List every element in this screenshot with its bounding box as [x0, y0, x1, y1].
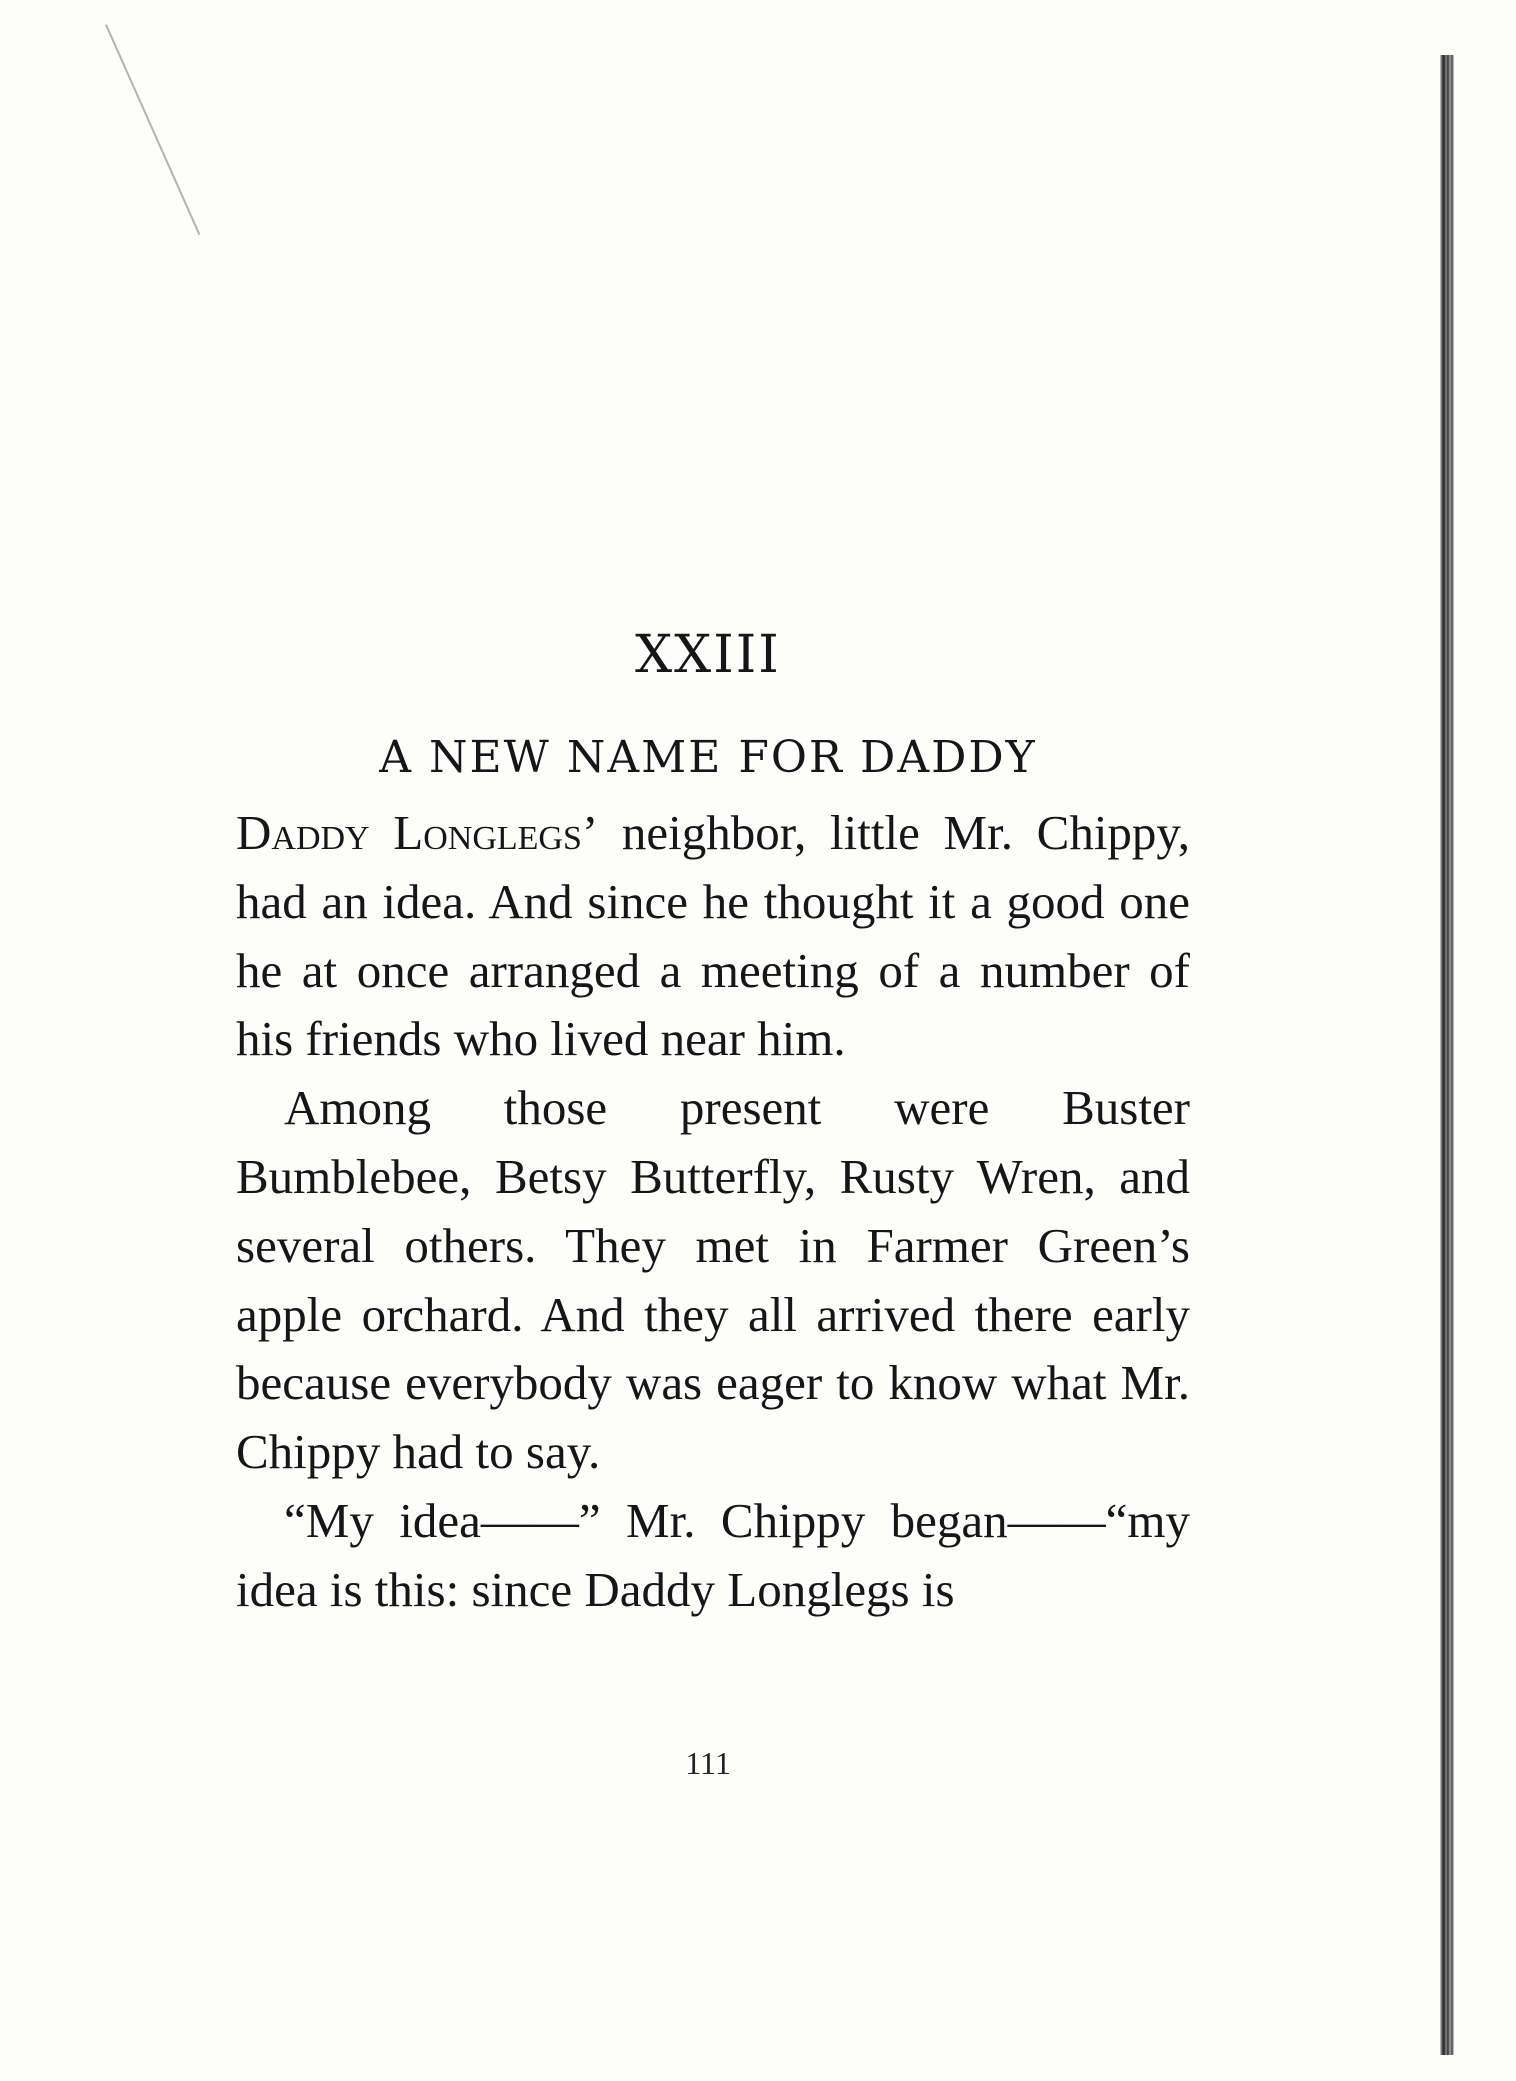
- page-number: 111: [685, 1745, 731, 1781]
- paragraph-2: Among those present were Buster Bumblebee, Betsy Butterfly, Rusty Wren, and several others. They met in Farmer Green’s apple orchard. And they all arrived there early because everybody was eager to know what Mr. Chippy had to say.: [236, 1080, 1190, 1480]
- paragraph-1: [236, 799, 1190, 1074]
- chapter-number: XXIII: [635, 624, 781, 685]
- paper-crease: [105, 24, 200, 235]
- paragraph-3: “My idea——” Mr. Chippy began——“my idea is this: since Daddy Longlegs is: [236, 1492, 1190, 1617]
- body-text: [236, 799, 1190, 1625]
- paragraph-lead-words: Daddy Longlegs’: [236, 805, 599, 860]
- book-spine-edge: [1440, 55, 1454, 2055]
- paragraph-text: neighbor, little Mr. Chippy, had an idea. And since he thought it a good one he at once arranged a meeting of a number of his friends who lived near him.: [236, 805, 1190, 1067]
- chapter-title: A NEW NAME FOR DADDY: [379, 731, 1037, 783]
